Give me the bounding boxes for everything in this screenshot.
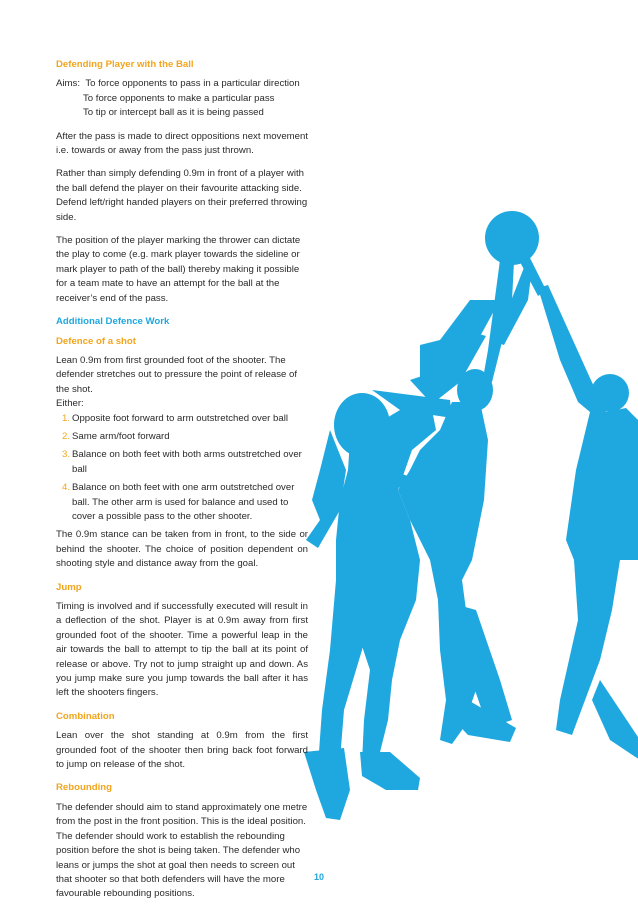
paragraph: Timing is involved and if successfully executed will result in a deflection of the shot. Player is at 0.9m away from first grounded foot of the shooter. Time a powerful leap in the air towards the ball to attempt to tip the ball at its point of release or above. Try not to jump straight up and down. As you jump make sure you jump towards the ball after it has left the shooters fingers.	[56, 601, 308, 699]
option-text: Balance on both feet with one arm outstretched over ball. The other arm is used for balance and used to cover a possible pass to the other shooter.	[72, 482, 295, 522]
aim-item: To force opponents to pass in a particular direction	[85, 78, 300, 90]
paragraph: The position of the player marking the thrower can dictate the play to come (e.g. mark player towards the sideline or mark player to path of the ball) thereby making it possible for a team mate to have an attempt for the ball at the receiver’s end of the pass.	[56, 235, 301, 304]
section-title-additional-defence: Additional Defence Work	[56, 316, 170, 328]
option-number: 3.	[62, 449, 71, 461]
paragraph: Lean over the shot standing at 0.9m from the first grounded foot of the shooter then bring back foot forward to jump on release of the shot.	[56, 730, 308, 771]
aim-item: To force opponents to make a particular pass	[83, 92, 275, 104]
aim-item: To tip or intercept ball as it is being passed	[83, 107, 264, 119]
option-item	[56, 448, 308, 477]
paragraph: The 0.9m stance can be taken from in front, to the side or behind the shooter. The choice of position dependent on shooting style and distance away from the goal.	[56, 529, 308, 570]
option-number: 2.	[62, 430, 71, 442]
option-item	[56, 430, 308, 444]
paragraph: The defender should aim to stand approximately one metre from the post in the front position. This is the ideal position. The defender should work to establish the rebounding position before the shot is being taken. The defender who leans or jumps the shot at goal then needs to screen out that shooter so that both defenders will have the more favourable rebounding positions.	[56, 801, 308, 900]
section-title-rebounding: Rebounding	[56, 782, 112, 794]
options-list	[56, 412, 308, 525]
option-number: 1.	[62, 412, 71, 424]
paragraph: Rather than simply defending 0.9m in front of a player with the ball defend the player on their favourite attacking side. Defend left/right handed players on their preferred throwing side.	[56, 168, 308, 223]
aims-block	[56, 77, 308, 120]
paragraph: Lean 0.9m from first grounded foot of the shooter. The defender stretches out to pressure the point of release of the shot.	[56, 354, 298, 395]
either-label: Either:	[56, 398, 84, 410]
option-number: 4.	[62, 482, 71, 494]
aims-label: Aims:	[56, 78, 80, 90]
subsection-title-defence-of-shot: Defence of a shot	[56, 335, 136, 347]
page-number: 10	[313, 872, 324, 882]
option-item	[56, 412, 308, 426]
option-text: Same arm/foot forward	[72, 430, 170, 442]
section-title-defending: Defending Player with the Ball	[56, 59, 194, 70]
paragraph: After the pass is made to direct oppositions next movement i.e. towards or away from the pass just thrown.	[56, 130, 308, 157]
option-item	[56, 481, 308, 524]
option-text: Opposite foot forward to arm outstretched over ball	[72, 412, 288, 424]
option-text: Balance on both feet with both arms outstretched over ball	[72, 449, 302, 475]
section-title-jump: Jump	[56, 581, 82, 593]
text-column	[56, 58, 308, 911]
section-title-combination: Combination	[56, 710, 115, 722]
